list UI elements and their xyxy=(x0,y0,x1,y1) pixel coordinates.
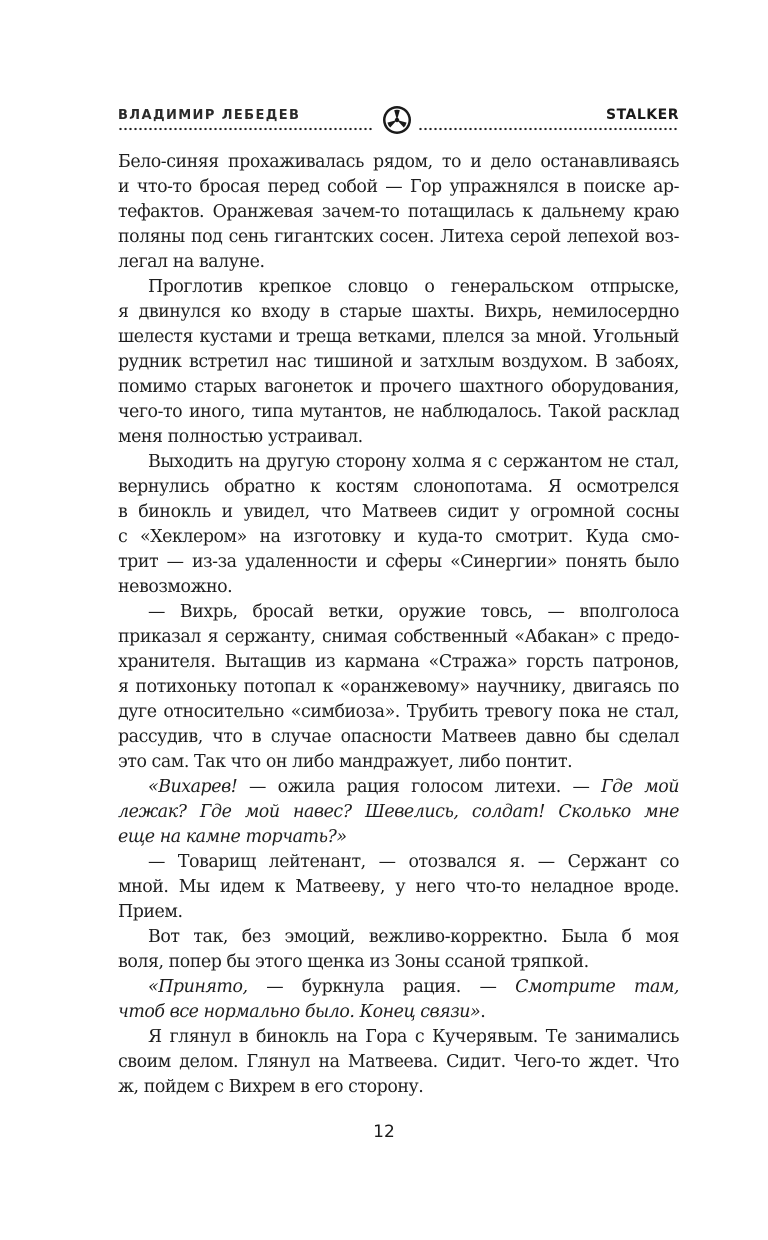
text-line: и что-то бросая перед собой — Гор упражнялся в поиске ар- xyxy=(118,177,679,197)
text-line: Выходить на другую сторону холма я с сержантом не стал, xyxy=(148,452,679,472)
radio-quote: «Принято, xyxy=(148,977,248,997)
narration: — буркнула рация. — xyxy=(247,977,516,997)
narration: — ожила рация голосом литехи. — xyxy=(237,777,602,797)
text-line: приказал я сержанту, снимая собственный «Абакан» с предо- xyxy=(118,627,679,647)
text-line: это сам. Так что он либо мандражует, либо понтит. xyxy=(118,752,573,772)
radio-quote: чтоб все нормально было. Конец связи» xyxy=(118,1002,481,1022)
text-line: невозможно. xyxy=(118,577,233,597)
header-series: STALKER xyxy=(606,107,679,123)
text-line: Бело-синяя прохаживалась рядом, то и дело останавливаясь xyxy=(118,152,679,172)
text-line: вернулись обратно к костям слонопотама. Я осмотрелся xyxy=(118,477,679,497)
text-line: Прием. xyxy=(118,902,183,922)
text-line: — Товарищ лейтенант, — отозвался я. — Сержант со xyxy=(148,852,679,872)
text-line: в бинокль и увидел, что Матвеев сидит у огромной сосны xyxy=(118,502,679,522)
text-line: я потихоньку потопал к «оранжевому» научнику, двигаясь по xyxy=(118,677,679,697)
text-line: — Вихрь, бросай ветки, оружие товсь, — вполголоса xyxy=(148,602,679,622)
text-line: еще на камне торчать?» xyxy=(118,827,347,847)
text-line xyxy=(118,775,679,800)
narration: . xyxy=(480,1002,486,1022)
text-line: своим делом. Глянул на Матвеева. Сидит. Чего-то ждет. Что xyxy=(118,1052,679,1072)
header-author: ВЛАДИМИР ЛЕБЕДЕВ xyxy=(118,108,301,123)
text-line: Я глянул в бинокль на Гора с Кучерявым. Те занимались xyxy=(148,1027,679,1047)
body-text xyxy=(118,150,679,1100)
text-line: тефактов. Оранжевая зачем-то потащилась к дальнему краю xyxy=(118,202,679,222)
text-line: Вот так, без эмоций, вежливо-корректно. Была б моя xyxy=(148,927,679,947)
text-line: мной. Мы идем к Матвееву, у него что-то неладное вроде. xyxy=(118,877,679,897)
text-line: помимо старых вагонеток и прочего шахтного оборудования, xyxy=(118,377,679,397)
text-line: меня полностью устраивал. xyxy=(118,427,363,447)
text-line: дуге относительно «симбиоза». Трубить тревогу пока не стал, xyxy=(118,702,679,722)
running-header xyxy=(118,102,679,134)
text-line: легал на валуне. xyxy=(118,252,265,272)
text-line: рассудив, что в случае опасности Матвеев давно бы сделал xyxy=(118,727,679,747)
text-line: хранителя. Вытащив из кармана «Стража» горсть патронов, xyxy=(118,652,679,672)
header-dotted-rule-right xyxy=(418,127,679,131)
text-line: лежак? Где мой навес? Шевелись, солдат! Сколько мне xyxy=(118,802,679,822)
text-line: рудник встретил нас тишиной и затхлым воздухом. В забоях, xyxy=(118,352,679,372)
header-dotted-rule-left xyxy=(118,127,374,131)
text-line: поляны под сень гигантских сосен. Литеха серой лепехой воз- xyxy=(118,227,679,247)
radio-quote: Смотрите там, xyxy=(515,977,679,997)
radio-quote: «Вихарев! xyxy=(148,777,238,797)
text-line xyxy=(118,1000,679,1025)
text-line: Проглотив крепкое словцо о генеральском отпрыске, xyxy=(148,277,679,297)
radiation-icon xyxy=(382,105,412,135)
text-line: воля, попер бы этого щенка из Зоны ссаной тряпкой. xyxy=(118,952,589,972)
page-number: 12 xyxy=(373,1122,395,1142)
text-line: ж, пойдем с Вихрем в его сторону. xyxy=(118,1077,424,1097)
radio-quote: Где мой xyxy=(601,777,679,797)
text-line: трит — из-за удаленности и сферы «Синергии» понять было xyxy=(118,552,679,572)
text-line: я двинулся ко входу в старые шахты. Вихрь, немилосердно xyxy=(118,302,679,322)
text-line xyxy=(118,975,679,1000)
text-line: с «Хеклером» на изготовку и куда-то смотрит. Куда смо- xyxy=(118,527,679,547)
text-line: чего-то иного, типа мутантов, не наблюдалось. Такой расклад xyxy=(118,402,679,422)
text-line: шелестя кустами и треща ветками, плелся за мной. Угольный xyxy=(118,327,679,347)
